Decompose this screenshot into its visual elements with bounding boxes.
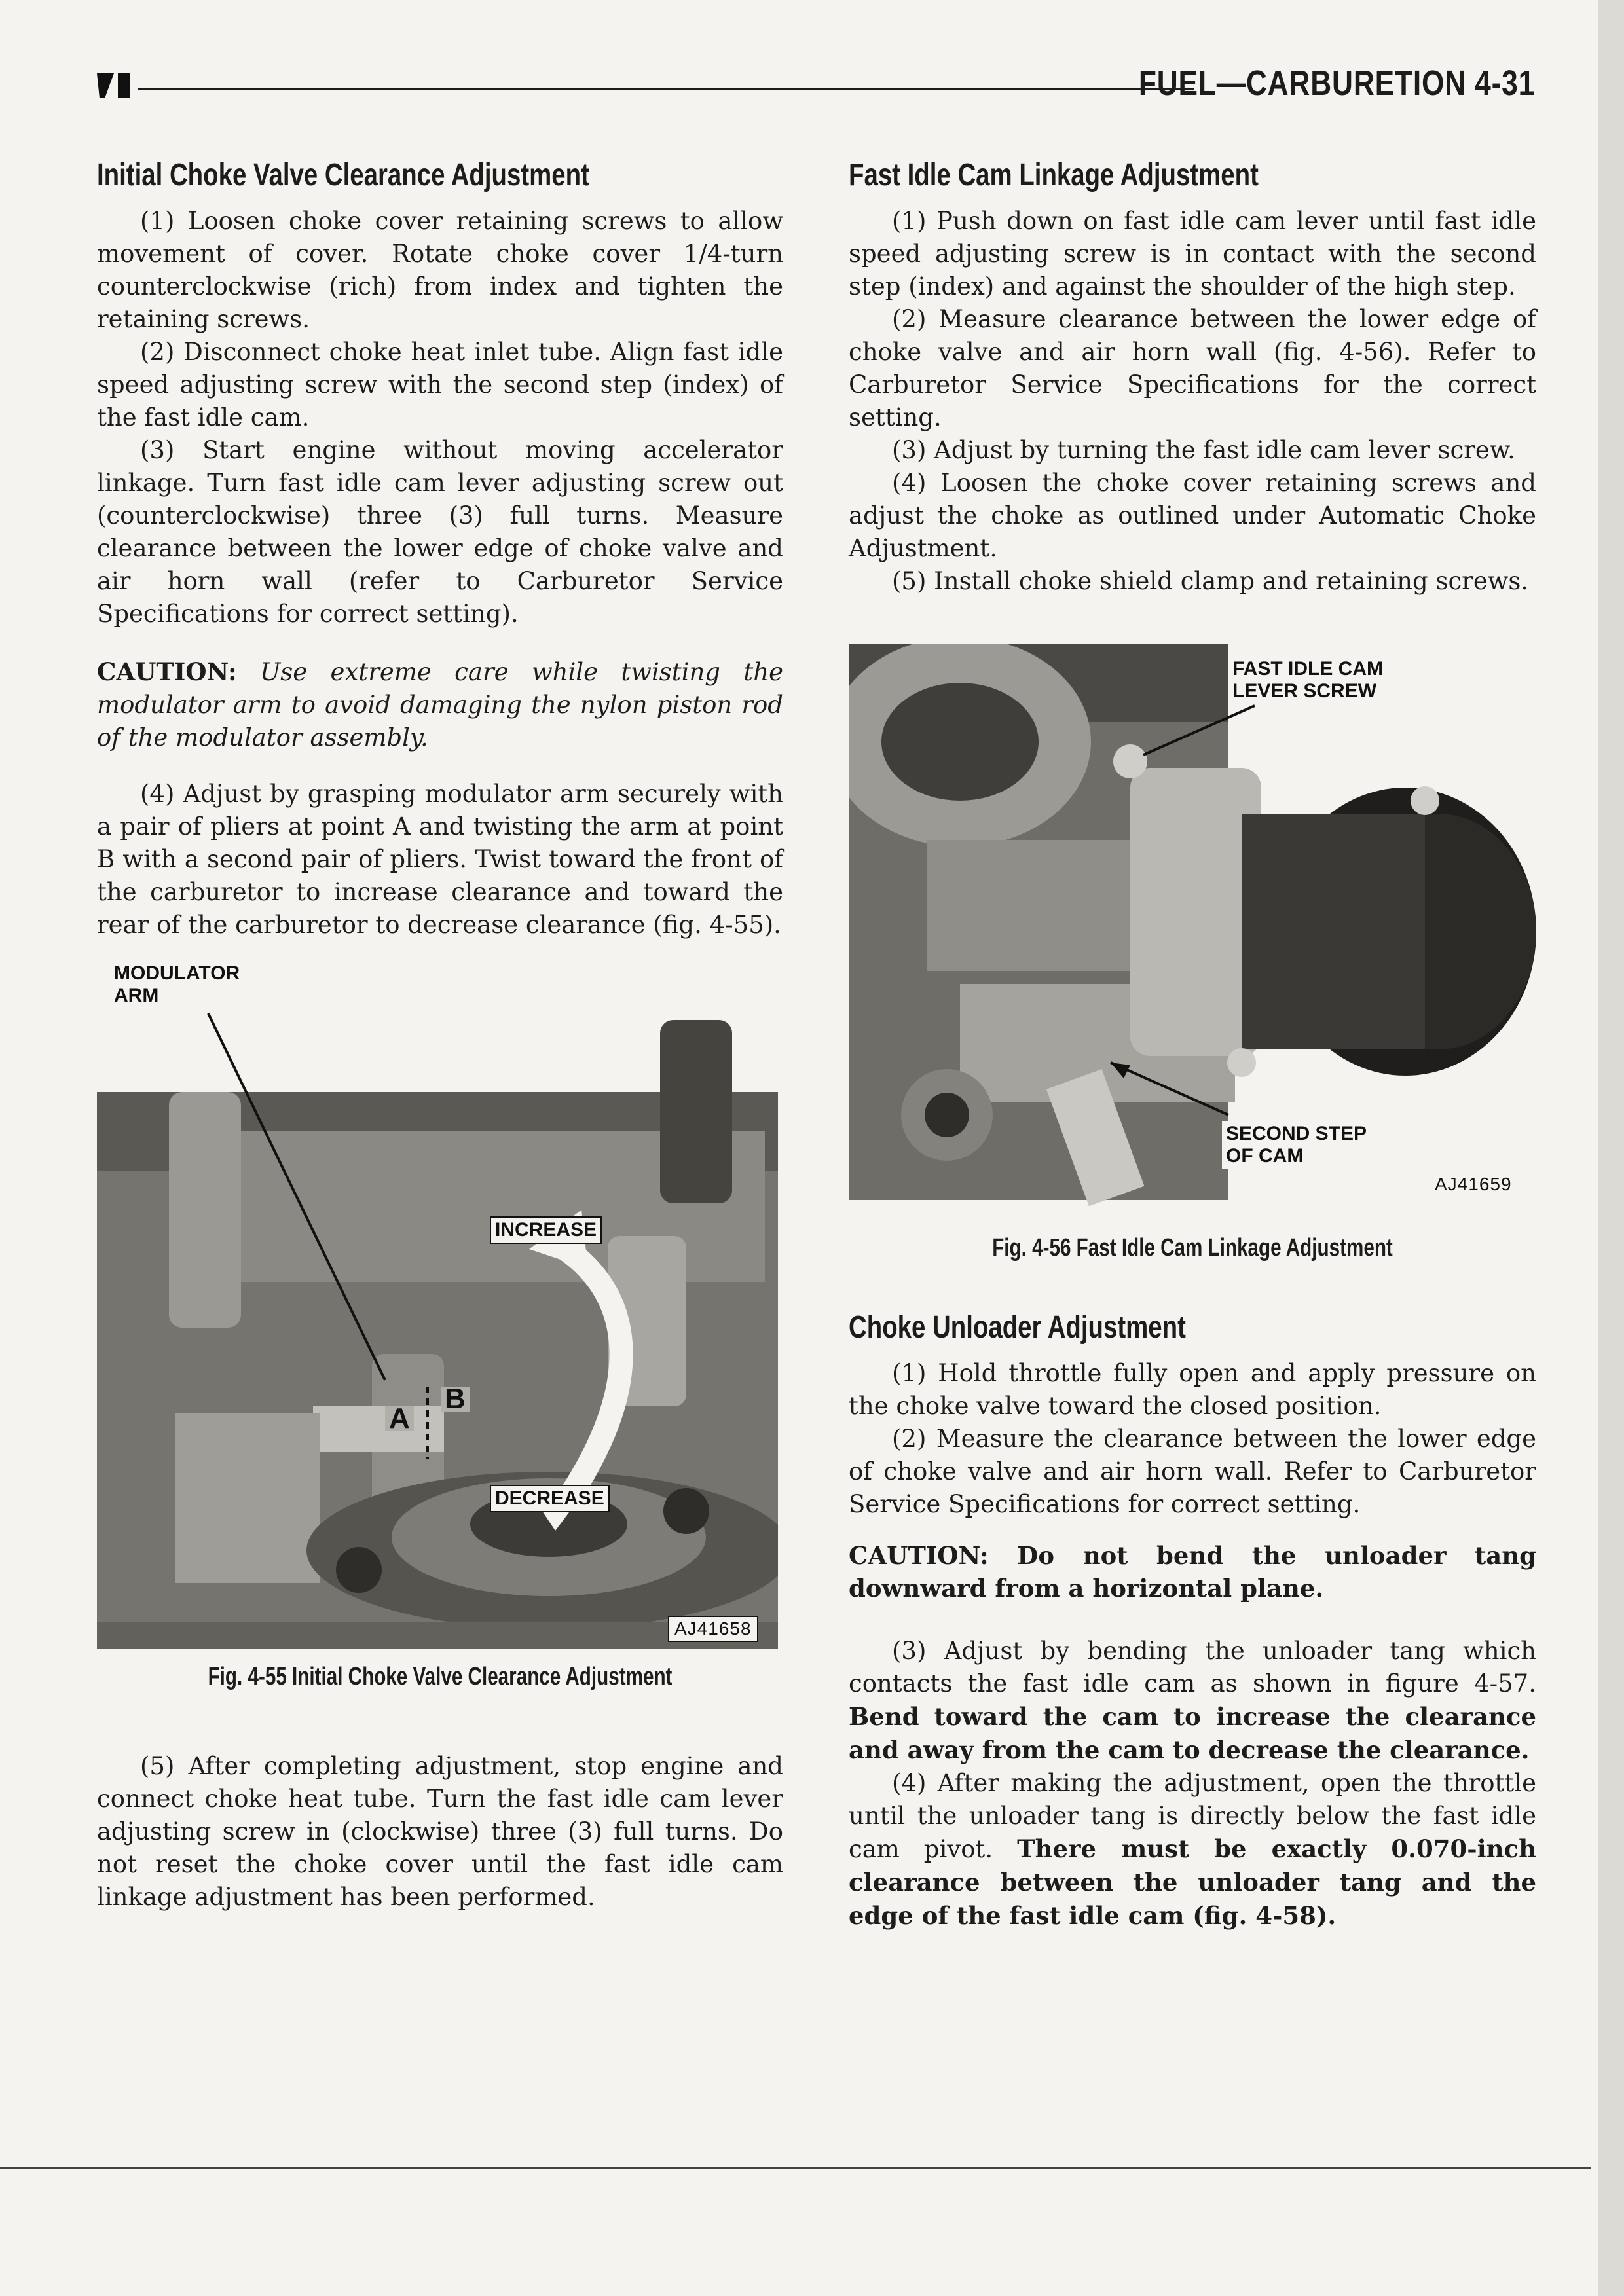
paragraph: (4) Adjust by grasping modulator arm securely with a pair of pliers at point A and twisting the arm at point B with a second pair of pliers. Twist toward the front of the carburetor to increase clearance and toward the rear of the carburetor to decrease clearance (fig. 4-55). xyxy=(97,780,783,939)
section-heading-initial-choke: Initial Choke Valve Clearance Adjustment xyxy=(97,158,589,192)
paragraph: (2) Measure clearance between the lower edge of choke valve and air horn wall (fig. 4-56). Refer to Carburetor Service Specifications for the correct setting. xyxy=(849,305,1536,431)
section-heading-choke-unloader: Choke Unloader Adjustment xyxy=(849,1310,1186,1345)
point-b-label: B xyxy=(441,1387,470,1412)
page-header xyxy=(97,63,1535,115)
callout-decrease: DECREASE xyxy=(490,1485,610,1512)
paragraph: (3) Adjust by turning the fast idle cam lever screw. xyxy=(892,436,1515,464)
header-rule xyxy=(138,88,1194,90)
left-column xyxy=(97,157,783,1914)
figure-id: AJ41659 xyxy=(1435,1174,1512,1194)
step-emphasis: Bend toward the cam to increase the clearance and away from the cam to decrease the clearance. xyxy=(849,1702,1536,1764)
figure-4-56-photo xyxy=(849,644,1536,1220)
caution-label: CAUTION: xyxy=(97,657,237,686)
figure-caption: Fig. 4-56 Fast Idle Cam Linkage Adjustment xyxy=(992,1234,1393,1262)
figure-4-55 xyxy=(97,961,778,1649)
paragraph: (4) Loosen the choke cover retaining screws and adjust the choke as outlined under Automatic Choke Adjustment. xyxy=(849,469,1536,562)
callout-increase: INCREASE xyxy=(490,1216,602,1244)
paragraph: (3) Start engine without moving accelerator linkage. Turn fast idle cam lever adjusting screw out (counterclockwise) three (3) full turns. Measure clearance between the lower edge of choke valve and air horn wall (refer to Carburetor Service Specifications for correct setting). xyxy=(97,436,783,628)
paragraph: (2) Measure the clearance between the lower edge of choke valve and air horn wall. Refer to Carburetor Service Specifications for correct setting. xyxy=(849,1425,1536,1518)
paragraph xyxy=(849,1635,1536,1767)
callout-second-step-of-cam: SECOND STEP OF CAM xyxy=(1222,1121,1393,1169)
figure-4-56 xyxy=(849,644,1536,1220)
paragraph: (5) Install choke shield clamp and retaining screws. xyxy=(892,567,1529,595)
paragraph: (2) Disconnect choke heat inlet tube. Align fast idle speed adjusting screw with the second step (index) of the fast idle cam. xyxy=(97,338,783,431)
page-title: FUEL—CARBURETION 4-31 xyxy=(1138,64,1535,103)
step-emphasis: There must be exactly 0.070-inch clearance between the unloader tang and the edge of the fast idle cam (fig. 4-58). xyxy=(849,1834,1536,1930)
callout-modulator-arm: MODULATOR ARM xyxy=(114,962,240,1006)
paragraph xyxy=(849,1767,1536,1933)
step-text: (4) After making the adjustment, open the throttle until the unloader tang is directly below the fast idle cam pivot. xyxy=(849,1769,1536,1863)
paragraph: (1) Loosen choke cover retaining screws to allow movement of cover. Rotate choke cover 1/4-turn counterclockwise (rich) from index and tighten the retaining screws. xyxy=(97,207,783,333)
section-heading-fast-idle: Fast Idle Cam Linkage Adjustment xyxy=(849,158,1259,192)
paragraph: (1) Push down on fast idle cam lever until fast idle speed adjusting screw is in contact with the second step (index) and against the shoulder of the high step. xyxy=(849,207,1536,301)
brand-logo-icon xyxy=(97,69,132,102)
paragraph: (5) After completing adjustment, stop engine and connect choke heat tube. Turn the fast idle cam lever adjusting screw in (clockwise) three (3) full turns. Do not reset the choke cover until the fast idle cam linkage adjustment has been performed. xyxy=(97,1752,783,1911)
figure-id: AJ41658 xyxy=(668,1616,758,1642)
paragraph: (1) Hold throttle fully open and apply pressure on the choke valve toward the closed position. xyxy=(849,1359,1536,1420)
callout-fast-idle-cam-lever-screw: FAST IDLE CAM LEVER SCREW xyxy=(1228,657,1426,704)
figure-caption: Fig. 4-55 Initial Choke Valve Clearance Adjustment xyxy=(208,1663,673,1690)
step-text: (3) Adjust by bending the unloader tang which contacts the fast idle cam as shown in figure 4-57. xyxy=(849,1637,1536,1698)
caution-text: Use extreme care while twisting the modulator arm to avoid damaging the nylon piston rod of the modulator assembly. xyxy=(97,658,784,752)
figure-4-55-photo xyxy=(97,961,778,1649)
caution-note xyxy=(97,655,783,754)
point-a-label: A xyxy=(385,1406,414,1431)
caution-note: CAUTION: Do not bend the unloader tang downward from a horizontal plane. xyxy=(849,1541,1536,1603)
right-column xyxy=(849,157,1536,1933)
page-edge xyxy=(1598,0,1624,2296)
footer-rule xyxy=(0,2167,1591,2169)
